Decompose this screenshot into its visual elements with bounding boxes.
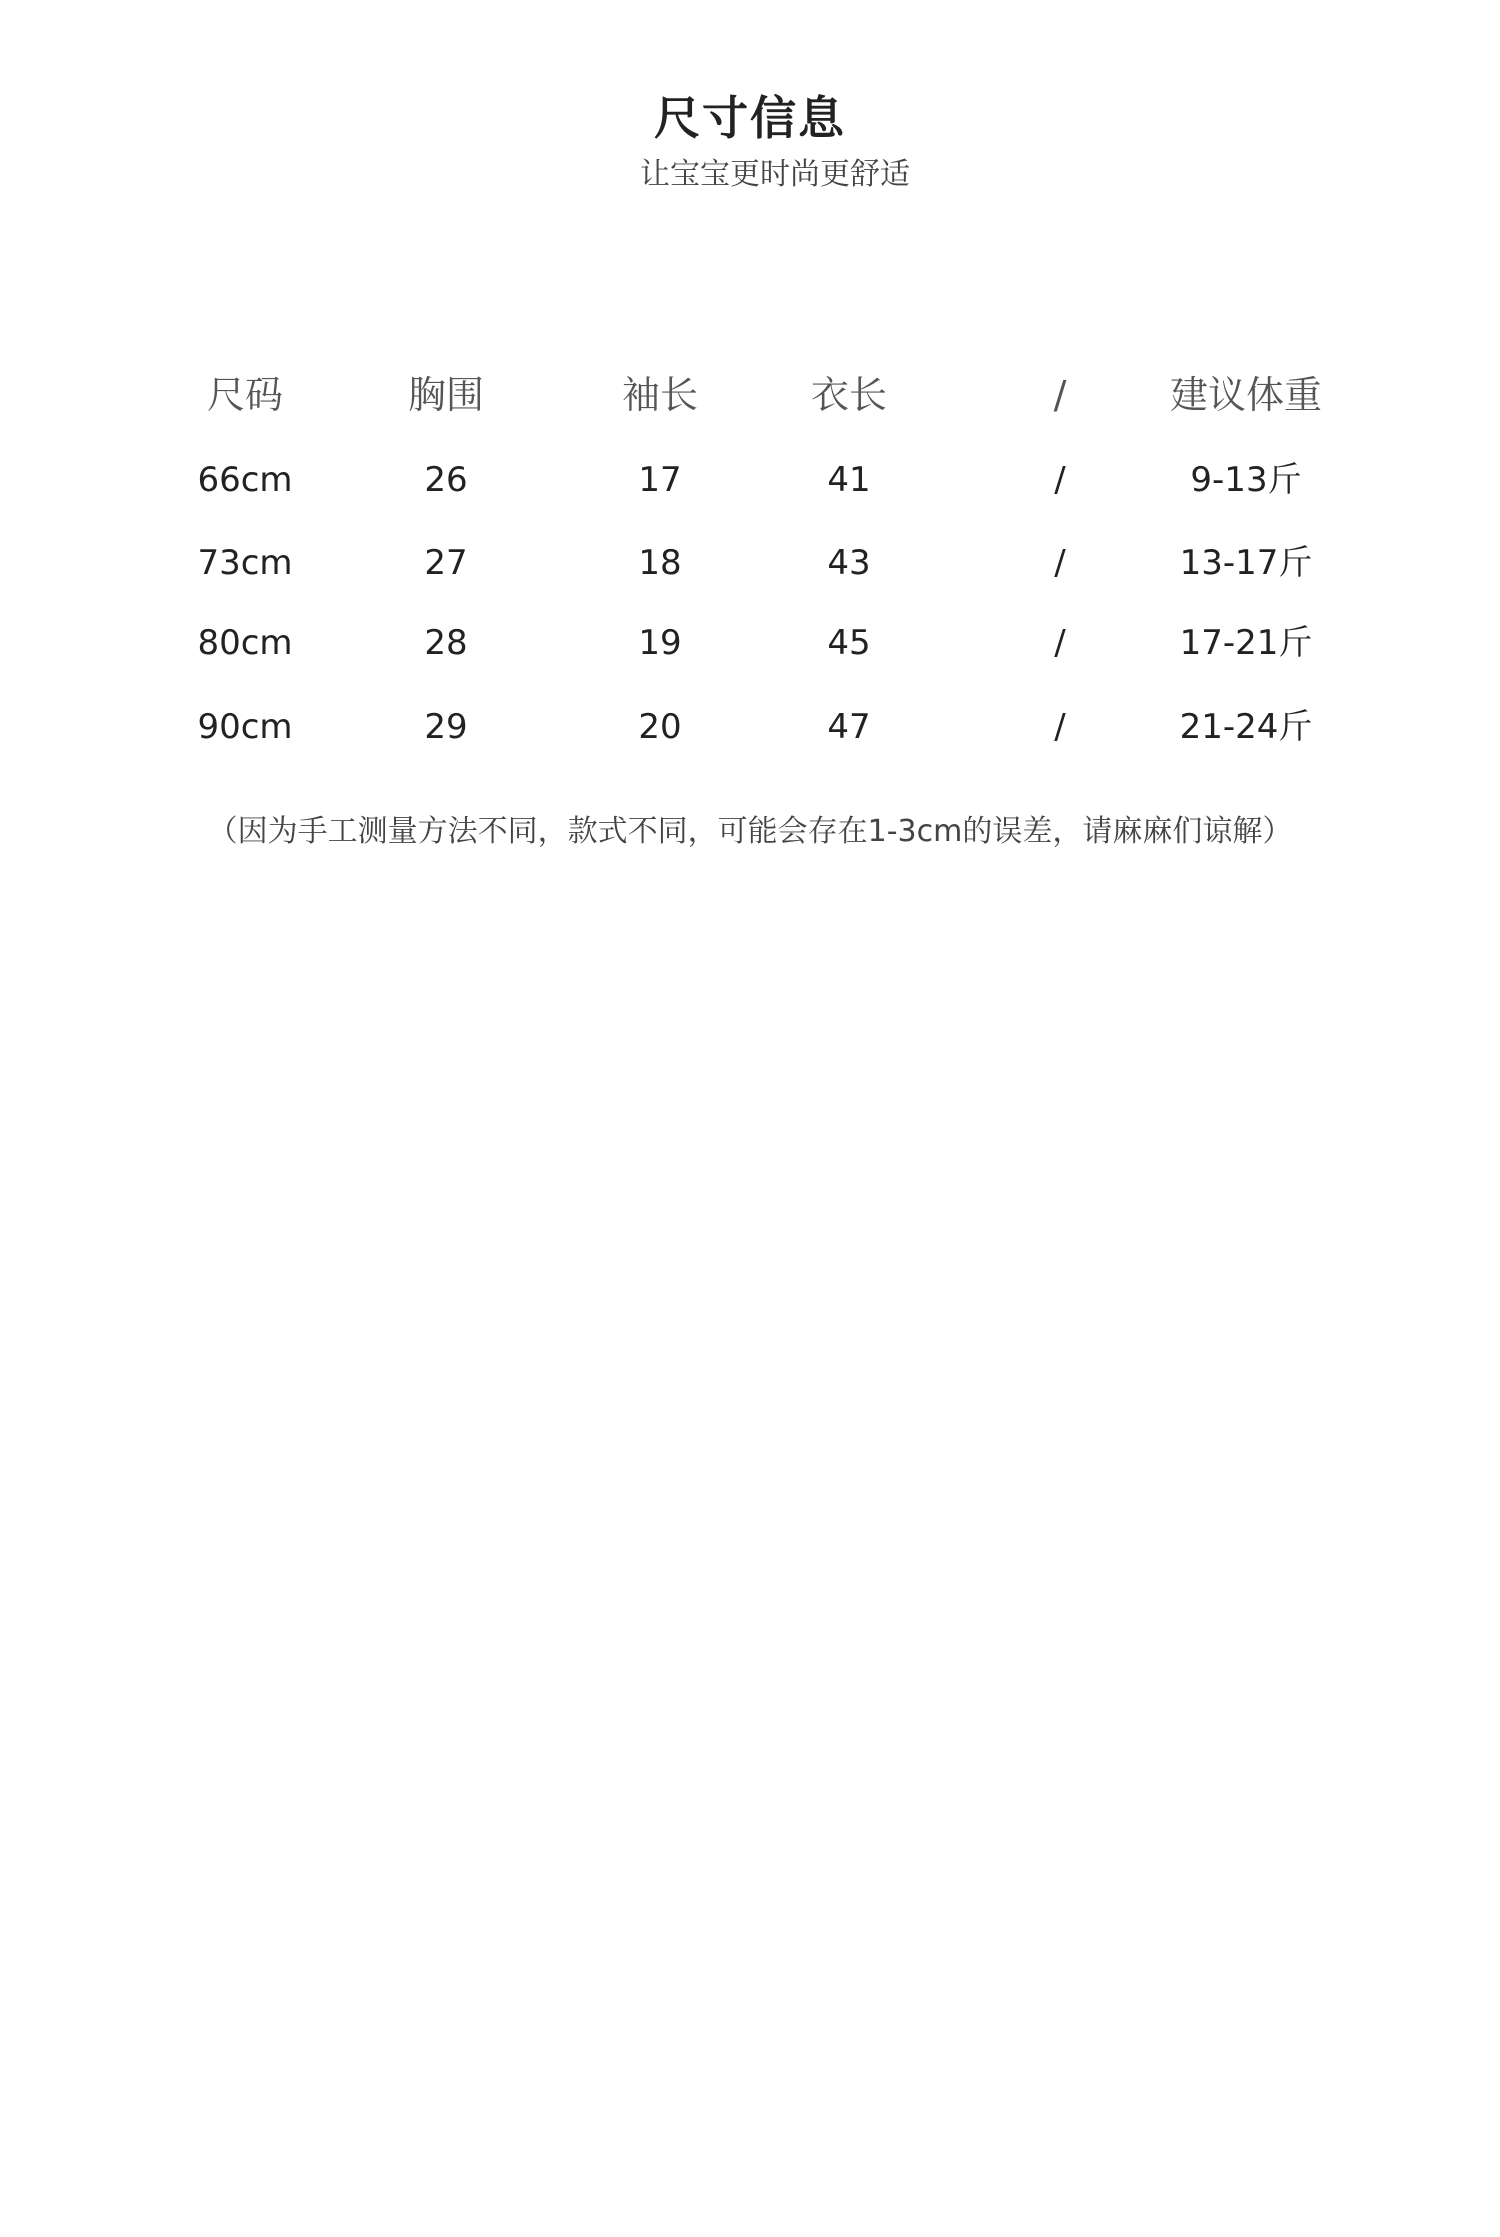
- cell-garment-length: 41: [827, 460, 871, 500]
- page-subtitle: 让宝宝更时尚更舒适: [640, 157, 910, 192]
- table-row: [0, 707, 1500, 747]
- header-garment-length: 衣长: [810, 373, 887, 417]
- cell-size: 80cm: [197, 623, 293, 663]
- header-blank: /: [1053, 373, 1067, 417]
- header-sleeve-length: 袖长: [621, 373, 698, 417]
- measurement-note: （因为手工测量方法不同，款式不同，可能会存在1-3cm的误差，请麻麻们谅解）: [207, 814, 1293, 849]
- cell-sleeve-length: 19: [638, 623, 682, 663]
- cell-chest: 28: [424, 623, 468, 663]
- table-row: [0, 623, 1500, 663]
- cell-blank: /: [1054, 543, 1066, 583]
- header-recommended-weight: 建议体重: [1169, 373, 1322, 417]
- cell-weight: 17-21斤: [1179, 623, 1313, 663]
- cell-size: 90cm: [197, 707, 293, 747]
- cell-weight: 13-17斤: [1179, 543, 1313, 583]
- cell-garment-length: 43: [827, 543, 871, 583]
- cell-chest: 26: [424, 460, 468, 500]
- cell-size: 73cm: [197, 543, 293, 583]
- header-chest: 胸围: [407, 373, 484, 417]
- table-row: [0, 460, 1500, 500]
- table-row: [0, 543, 1500, 583]
- cell-blank: /: [1054, 707, 1066, 747]
- header-size: 尺码: [206, 373, 283, 417]
- cell-garment-length: 45: [827, 623, 871, 663]
- cell-blank: /: [1054, 460, 1066, 500]
- cell-sleeve-length: 17: [638, 460, 682, 500]
- cell-weight: 21-24斤: [1179, 707, 1313, 747]
- cell-sleeve-length: 18: [638, 543, 682, 583]
- cell-blank: /: [1054, 623, 1066, 663]
- cell-chest: 29: [424, 707, 468, 747]
- cell-size: 66cm: [197, 460, 293, 500]
- table-header-row: [0, 375, 1500, 415]
- cell-chest: 27: [424, 543, 468, 583]
- cell-weight: 9-13斤: [1190, 460, 1302, 500]
- page-title: 尺寸信息: [654, 91, 846, 145]
- cell-garment-length: 47: [827, 707, 871, 747]
- cell-sleeve-length: 20: [638, 707, 682, 747]
